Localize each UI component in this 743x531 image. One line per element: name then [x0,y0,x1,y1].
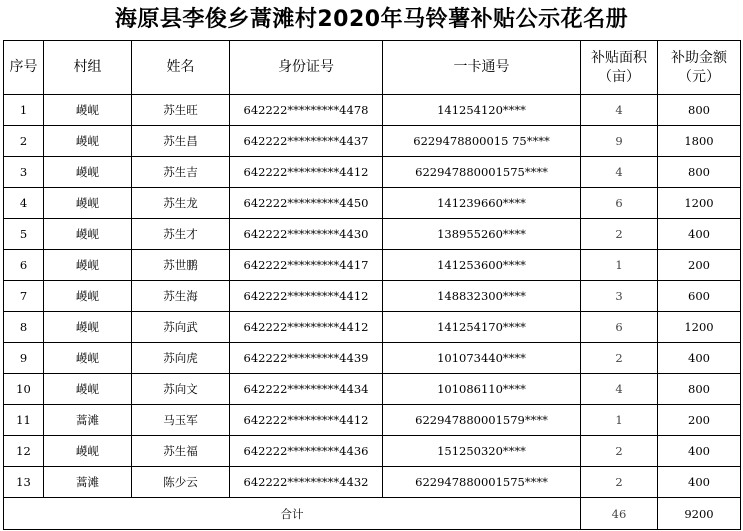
cell-card-number[interactable]: 141253600**** [383,250,581,281]
cell-area[interactable]: 9 [581,126,658,157]
cell-card-number[interactable]: 622947880001575**** [383,157,581,188]
cell-village[interactable]: 嵕岘 [44,436,132,467]
cell-id-card[interactable]: 642222*********4430 [230,219,383,250]
cell-village[interactable]: 嵕岘 [44,312,132,343]
cell-name[interactable]: 苏生龙 [132,188,230,219]
cell-village[interactable]: 嵕岘 [44,343,132,374]
cell-seq[interactable]: 7 [4,281,44,312]
table-row [4,374,741,405]
cell-area[interactable]: 6 [581,312,658,343]
header-amount-line1: 补助金额 [671,49,727,66]
cell-id-card[interactable]: 642222*********4439 [230,343,383,374]
cell-card-number[interactable]: 141239660**** [383,188,581,219]
cell-amount[interactable]: 1200 [658,312,741,343]
cell-card-number[interactable]: 151250320**** [383,436,581,467]
cell-village[interactable]: 嵕岘 [44,374,132,405]
total-amount[interactable]: 9200 [658,498,741,530]
cell-village[interactable]: 嵕岘 [44,126,132,157]
cell-name[interactable]: 苏向虎 [132,343,230,374]
cell-card-number[interactable]: 622947880001579**** [383,405,581,436]
header-area-line1: 补贴面积 [591,49,647,66]
total-area[interactable]: 46 [581,498,658,530]
cell-id-card[interactable]: 642222*********4412 [230,157,383,188]
cell-id-card[interactable]: 642222*********4412 [230,312,383,343]
header-seq[interactable]: 序号 [4,41,44,95]
header-id-card[interactable]: 身份证号 [230,41,383,95]
cell-card-number[interactable]: 622947880001575**** [383,467,581,498]
cell-id-card[interactable]: 642222*********4417 [230,250,383,281]
cell-card-number[interactable]: 101086110**** [383,374,581,405]
cell-area[interactable]: 1 [581,250,658,281]
cell-seq[interactable]: 8 [4,312,44,343]
cell-village[interactable]: 蒿滩 [44,467,132,498]
table-row [4,219,741,250]
cell-area[interactable]: 2 [581,436,658,467]
cell-amount[interactable]: 800 [658,157,741,188]
cell-name[interactable]: 苏世鹏 [132,250,230,281]
cell-village[interactable]: 嵕岘 [44,157,132,188]
header-area-unit: （亩） [598,68,640,85]
table-row [4,467,741,498]
header-village[interactable]: 村组 [44,41,132,95]
table-row [4,157,741,188]
cell-village[interactable]: 蒿滩 [44,405,132,436]
cell-amount[interactable]: 800 [658,374,741,405]
cell-area[interactable]: 4 [581,95,658,126]
cell-area[interactable]: 2 [581,467,658,498]
cell-id-card[interactable]: 642222*********4434 [230,374,383,405]
cell-village[interactable]: 嵕岘 [44,281,132,312]
cell-card-number[interactable]: 138955260**** [383,219,581,250]
cell-amount[interactable]: 400 [658,219,741,250]
cell-village[interactable]: 嵕岘 [44,250,132,281]
cell-village[interactable]: 嵕岘 [44,219,132,250]
cell-name[interactable]: 马玉军 [132,405,230,436]
cell-card-number[interactable]: 141254120**** [383,95,581,126]
cell-seq[interactable]: 2 [4,126,44,157]
cell-amount[interactable]: 400 [658,436,741,467]
header-card-number[interactable]: 一卡通号 [383,41,581,95]
table-row [4,405,741,436]
subsidy-table [3,40,741,530]
cell-name[interactable]: 苏生吉 [132,157,230,188]
table-body [4,95,741,498]
table-row [4,312,741,343]
cell-area[interactable]: 4 [581,157,658,188]
cell-seq[interactable]: 10 [4,374,44,405]
cell-amount[interactable]: 400 [658,343,741,374]
cell-seq[interactable]: 9 [4,343,44,374]
cell-card-number[interactable]: 101073440**** [383,343,581,374]
table-row [4,343,741,374]
cell-amount[interactable]: 800 [658,95,741,126]
header-name[interactable]: 姓名 [132,41,230,95]
cell-id-card[interactable]: 642222*********4436 [230,436,383,467]
cell-seq[interactable]: 1 [4,95,44,126]
cell-area[interactable]: 2 [581,343,658,374]
cell-village[interactable]: 嵕岘 [44,95,132,126]
cell-id-card[interactable]: 642222*********4432 [230,467,383,498]
cell-name[interactable]: 苏生福 [132,436,230,467]
cell-seq[interactable]: 5 [4,219,44,250]
cell-name[interactable]: 苏生旺 [132,95,230,126]
cell-id-card[interactable]: 642222*********4412 [230,405,383,436]
cell-amount[interactable]: 600 [658,281,741,312]
cell-amount[interactable]: 200 [658,405,741,436]
header-amount[interactable] [658,41,741,95]
table-row [4,436,741,467]
total-label[interactable]: 合计 [4,498,581,530]
header-area[interactable] [581,41,658,95]
cell-seq[interactable]: 6 [4,250,44,281]
cell-id-card[interactable]: 642222*********4437 [230,126,383,157]
cell-name[interactable]: 苏生才 [132,219,230,250]
cell-seq[interactable]: 4 [4,188,44,219]
table-row [4,188,741,219]
header-row [4,41,741,95]
cell-seq[interactable]: 3 [4,157,44,188]
cell-area[interactable]: 4 [581,374,658,405]
cell-name[interactable]: 苏向武 [132,312,230,343]
cell-name[interactable]: 苏生海 [132,281,230,312]
cell-id-card[interactable]: 642222*********4450 [230,188,383,219]
table-row [4,126,741,157]
cell-seq[interactable]: 12 [4,436,44,467]
cell-area[interactable]: 6 [581,188,658,219]
cell-amount[interactable]: 1200 [658,188,741,219]
header-amount-unit: （元） [678,68,720,85]
cell-area[interactable]: 2 [581,219,658,250]
cell-seq[interactable]: 13 [4,467,44,498]
cell-seq[interactable]: 11 [4,405,44,436]
cell-card-number[interactable]: 148832300**** [383,281,581,312]
cell-area[interactable]: 3 [581,281,658,312]
total-row [4,498,741,530]
table-row [4,250,741,281]
cell-area[interactable]: 1 [581,405,658,436]
cell-name[interactable]: 苏向文 [132,374,230,405]
cell-amount[interactable]: 200 [658,250,741,281]
cell-card-number[interactable]: 6229478800015 75**** [383,126,581,157]
cell-name[interactable]: 苏生昌 [132,126,230,157]
table-row [4,95,741,126]
cell-amount[interactable]: 400 [658,467,741,498]
cell-id-card[interactable]: 642222*********4478 [230,95,383,126]
table-row [4,281,741,312]
document-title: 海原县李俊乡蒿滩村2020年马铃薯补贴公示花名册 [114,7,629,32]
cell-card-number[interactable]: 141254170**** [383,312,581,343]
cell-id-card[interactable]: 642222*********4412 [230,281,383,312]
cell-name[interactable]: 陈少云 [132,467,230,498]
cell-village[interactable]: 嵕岘 [44,188,132,219]
cell-amount[interactable]: 1800 [658,126,741,157]
